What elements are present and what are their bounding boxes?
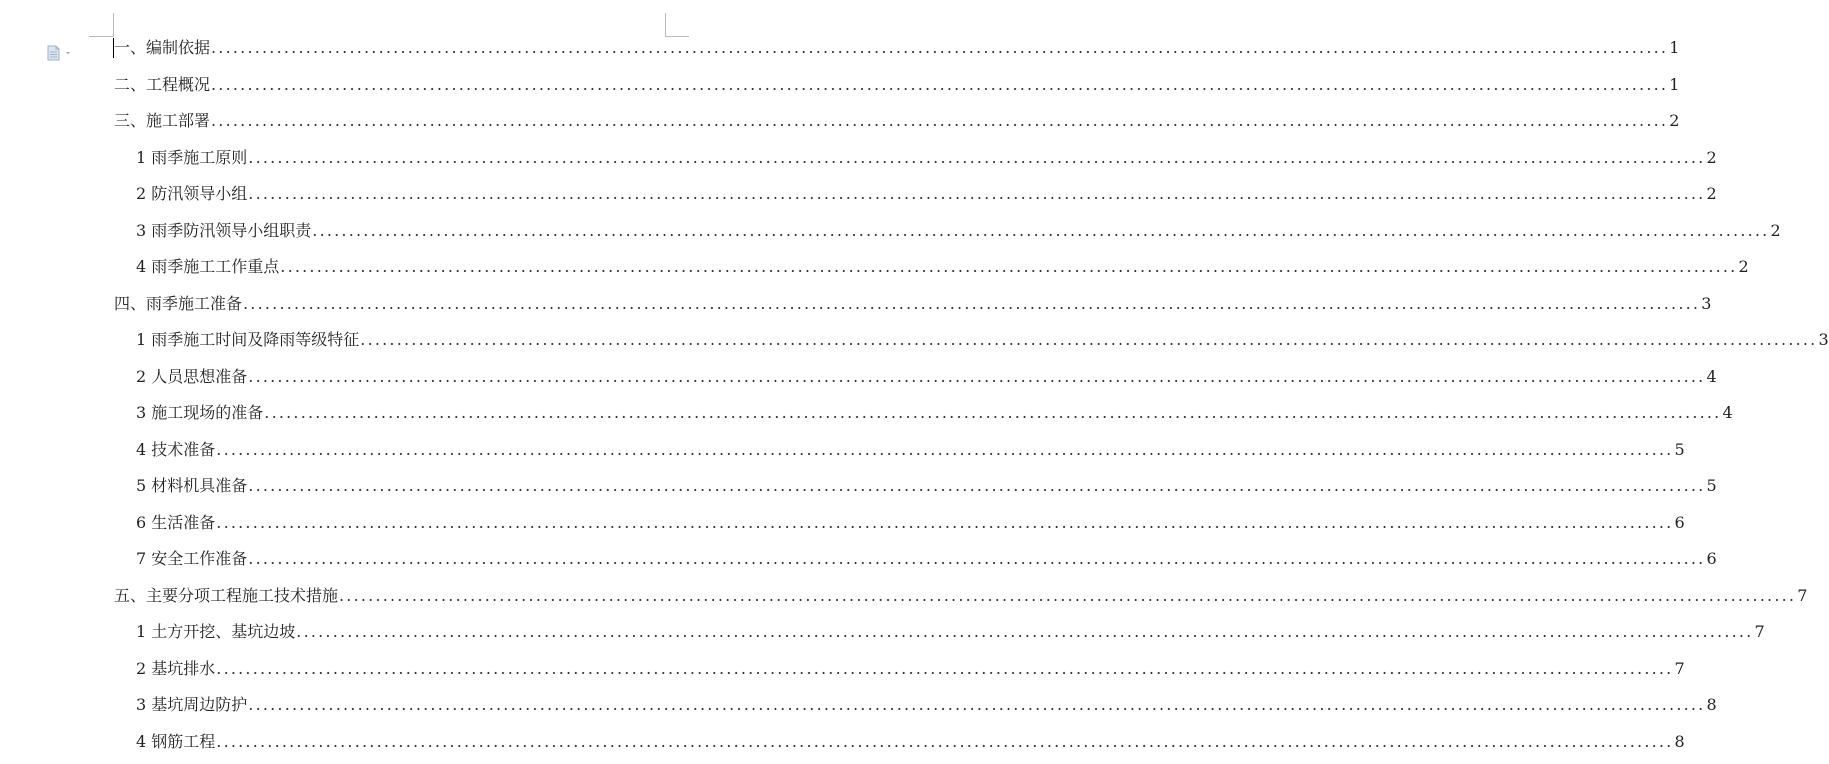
toc-entry[interactable] bbox=[114, 294, 1712, 314]
toc-page-number: 4 bbox=[1706, 367, 1717, 386]
toc-entry-label: 一、编制依据 bbox=[114, 38, 211, 57]
toc-dot-leader: ........................................................................................................................................................................................................ bbox=[216, 659, 1674, 678]
toc-entry[interactable] bbox=[136, 440, 1685, 460]
toc-entry[interactable] bbox=[136, 367, 1717, 387]
toc-entry[interactable] bbox=[114, 75, 1680, 95]
toc-entry-label: 1 土方开挖、基坑边坡 bbox=[136, 622, 296, 641]
toc-page-number: 8 bbox=[1674, 732, 1685, 751]
toc-page-number: 7 bbox=[1754, 622, 1765, 641]
toc-dot-leader: ........................................................................................................................................................................................................ bbox=[216, 513, 1674, 532]
toc-entry-label: 4 技术准备 bbox=[136, 440, 216, 459]
toc-page-number: 5 bbox=[1706, 476, 1717, 495]
toc-entry[interactable] bbox=[136, 513, 1685, 533]
toc-entry[interactable] bbox=[136, 549, 1717, 569]
crop-mark-top-left bbox=[89, 36, 113, 37]
toc-dot-leader: ........................................................................................................................................................................................................ bbox=[296, 622, 1754, 641]
toc-entry[interactable] bbox=[114, 38, 1680, 58]
toc-entry[interactable] bbox=[114, 111, 1680, 131]
toc-entry-label: 1 雨季施工时间及降雨等级特征 bbox=[136, 330, 360, 349]
toc-page-number: 3 bbox=[1701, 294, 1712, 313]
toc-entry[interactable] bbox=[114, 586, 1808, 606]
document-dropdown-icon[interactable] bbox=[47, 45, 75, 61]
toc-entry[interactable] bbox=[136, 403, 1733, 423]
toc-page-number: 3 bbox=[1818, 330, 1829, 349]
toc-entry-label: 7 安全工作准备 bbox=[136, 549, 248, 568]
toc-page-number: 6 bbox=[1706, 549, 1717, 568]
toc-entry-label: 3 施工现场的准备 bbox=[136, 403, 264, 422]
toc-entry-label: 三、施工部署 bbox=[114, 111, 211, 130]
toc-entry-label: 4 钢筋工程 bbox=[136, 732, 216, 751]
toc-page-number: 1 bbox=[1669, 38, 1680, 57]
toc-page-number: 2 bbox=[1706, 148, 1717, 167]
toc-entry[interactable] bbox=[136, 476, 1717, 496]
toc-page-number: 2 bbox=[1738, 257, 1749, 276]
toc-dot-leader: ........................................................................................................................................................................................................ bbox=[248, 695, 1706, 714]
toc-dot-leader: ........................................................................................................................................................................................................ bbox=[211, 75, 1669, 94]
toc-dot-leader: ........................................................................................................................................................................................................ bbox=[248, 148, 1706, 167]
toc-dot-leader: ........................................................................................................................................................................................................ bbox=[243, 294, 1701, 313]
toc-entry-label: 2 人员思想准备 bbox=[136, 367, 248, 386]
toc-dot-leader: ........................................................................................................................................................................................................ bbox=[248, 549, 1706, 568]
toc-dot-leader: ........................................................................................................................................................................................................ bbox=[312, 221, 1770, 240]
toc-entry-label: 四、雨季施工准备 bbox=[114, 294, 243, 313]
toc-dot-leader: ........................................................................................................................................................................................................ bbox=[211, 38, 1669, 57]
toc-entry-label: 6 生活准备 bbox=[136, 513, 216, 532]
toc-page-number: 2 bbox=[1706, 184, 1717, 203]
toc-entry[interactable] bbox=[136, 221, 1781, 241]
toc-entry[interactable] bbox=[136, 695, 1717, 715]
toc-dot-leader: ........................................................................................................................................................................................................ bbox=[248, 184, 1706, 203]
crop-mark-top-right bbox=[665, 36, 689, 37]
toc-entry-label: 2 基坑排水 bbox=[136, 659, 216, 678]
toc-dot-leader: ........................................................................................................................................................................................................ bbox=[339, 586, 1797, 605]
toc-dot-leader: ........................................................................................................................................................................................................ bbox=[360, 330, 1818, 349]
toc-entry[interactable] bbox=[136, 732, 1685, 752]
toc-entry-label: 二、工程概况 bbox=[114, 75, 211, 94]
toc-dot-leader: ........................................................................................................................................................................................................ bbox=[211, 111, 1669, 130]
toc-entry-label: 5 材料机具准备 bbox=[136, 476, 248, 495]
toc-entry[interactable] bbox=[136, 622, 1765, 642]
toc-dot-leader: ........................................................................................................................................................................................................ bbox=[280, 257, 1738, 276]
toc-dot-leader: ........................................................................................................................................................................................................ bbox=[216, 440, 1674, 459]
toc-entry-label: 3 雨季防汛领导小组职责 bbox=[136, 221, 312, 240]
toc-page-number: 4 bbox=[1722, 403, 1733, 422]
toc-page-number: 7 bbox=[1797, 586, 1808, 605]
toc-entry-label: 4 雨季施工工作重点 bbox=[136, 257, 280, 276]
toc-page-number: 5 bbox=[1674, 440, 1685, 459]
toc-page-number: 7 bbox=[1674, 659, 1685, 678]
crop-mark-top-right bbox=[665, 13, 666, 37]
toc-page-number: 2 bbox=[1770, 221, 1781, 240]
toc-dot-leader: ........................................................................................................................................................................................................ bbox=[216, 732, 1674, 751]
toc-page-number: 6 bbox=[1674, 513, 1685, 532]
toc-entry[interactable] bbox=[136, 184, 1717, 204]
toc-page-number: 2 bbox=[1669, 111, 1680, 130]
toc-entry[interactable] bbox=[136, 148, 1717, 168]
toc-dot-leader: ........................................................................................................................................................................................................ bbox=[248, 476, 1706, 495]
toc-dot-leader: ........................................................................................................................................................................................................ bbox=[264, 403, 1722, 422]
toc-entry-label: 2 防汛领导小组 bbox=[136, 184, 248, 203]
toc-entry[interactable] bbox=[136, 257, 1749, 277]
toc-entry-label: 3 基坑周边防护 bbox=[136, 695, 248, 714]
toc-entry[interactable] bbox=[136, 330, 1829, 350]
toc-page-number: 1 bbox=[1669, 75, 1680, 94]
toc-page-number: 8 bbox=[1706, 695, 1717, 714]
toc-entry-label: 1 雨季施工原则 bbox=[136, 148, 248, 167]
toc-entry-label: 五、主要分项工程施工技术措施 bbox=[114, 586, 339, 605]
toc-dot-leader: ........................................................................................................................................................................................................ bbox=[248, 367, 1706, 386]
toc-entry[interactable] bbox=[136, 659, 1685, 679]
crop-mark-top-left bbox=[113, 13, 114, 37]
